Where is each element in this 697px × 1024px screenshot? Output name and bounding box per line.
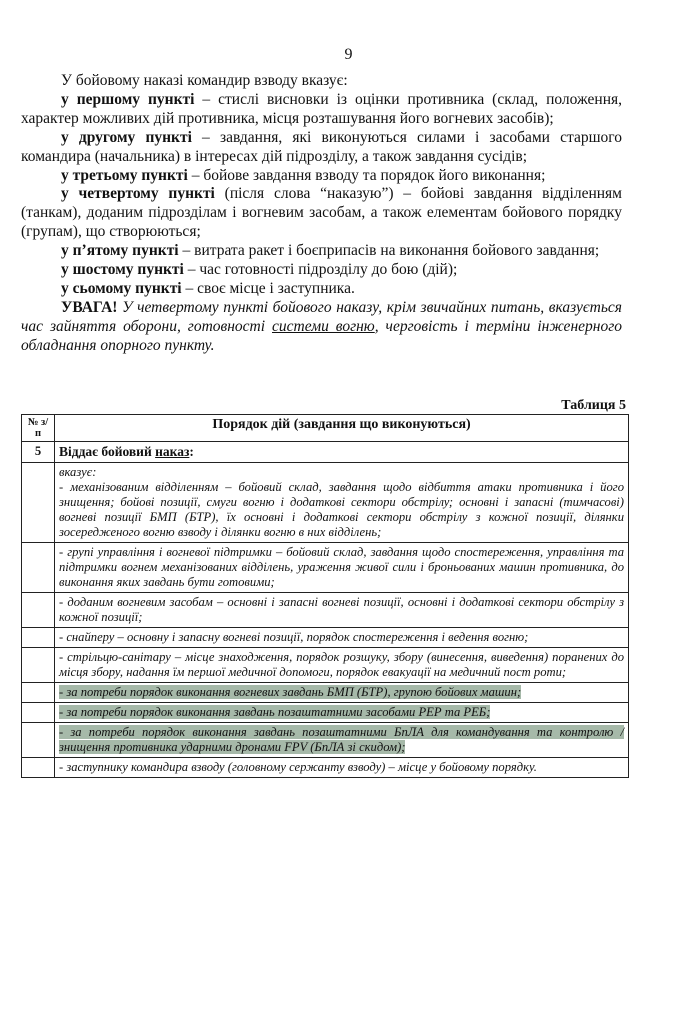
table-row: [22, 648, 629, 683]
item-text: вказує: - механізованим відділенням – бойовий склад, завдання щодо відбиття атаки противника і його знищення; бойові позиції, смуги вогню і додаткові сектори обстрілу; основні і запасні (тимчасові) вогневі позиції БМП (БТР), їх основні і додаткові сектори обстрілу з кожної позиції, ділянки зосередженого вогню взводу і ділянки вогню в них відділень;: [59, 465, 624, 539]
points-list: [21, 91, 622, 299]
table-caption: Таблиця 5: [561, 398, 626, 413]
table-row: [22, 758, 629, 778]
empty-num-cell: [22, 648, 55, 683]
item-cell: [55, 593, 629, 628]
point-label: у п’ятому пункті: [61, 242, 179, 260]
table-row: [22, 442, 629, 463]
point-paragraph: [21, 261, 622, 280]
point-text: – стислі висновки із оцінки противника (склад, положення, характер можливих дій противника, місця розташування його вогневих засобів);: [21, 90, 622, 127]
point-text: – завдання, які виконуються силами і засобами старшого командира (начальника) в інтересах дій підрозділу, а також завдання сусідів;: [21, 128, 622, 165]
warning-underlined: системи вогню: [272, 317, 375, 335]
empty-num-cell: [22, 723, 55, 758]
point-paragraph: [21, 167, 622, 186]
point-text: – своє місце і заступника.: [181, 279, 355, 297]
row-action-cell: Віддає бойовий наказ:: [55, 442, 629, 463]
point-label: у третьому пункті: [61, 166, 188, 184]
table-row: [22, 723, 629, 758]
item-cell: [55, 463, 629, 543]
table-row: [22, 543, 629, 593]
point-paragraph: [21, 129, 622, 167]
row-num-cell: 5: [22, 442, 55, 463]
empty-num-cell: [22, 593, 55, 628]
item-cell: [55, 683, 629, 703]
actions-table: [21, 414, 629, 778]
empty-num-cell: [22, 683, 55, 703]
point-text: (після слова “наказую”) – бойові завдання відділенням (танкам), доданим підрозділам і вогневим засобам, а також елементам бойового порядку (групам), що створюються;: [21, 185, 622, 241]
warning-paragraph: [21, 299, 622, 356]
item-text: - за потреби порядок виконання завдань позаштатними засобами РЕР та РЕБ;: [59, 705, 491, 719]
point-text: – бойове завдання взводу та порядок його виконання;: [187, 166, 546, 184]
item-cell: [55, 628, 629, 648]
warning-text-before: У четвертому пункті бойового наказу, крім звичайних питань, вказується час зайняття оборони, готовності: [21, 298, 622, 335]
item-text: - за потреби порядок виконання завдань позаштатними БпЛА для командування та контролю /знищення противника ударними дронами FPV (БпЛА зі скидом);: [59, 725, 624, 754]
table-row: [22, 703, 629, 723]
point-text: – час готовності підрозділу до бою (дій);: [183, 261, 458, 279]
document-body: [21, 72, 622, 356]
empty-num-cell: [22, 758, 55, 778]
point-label: у шостому пункті: [61, 261, 184, 279]
warning-text-after: , черговість і терміни інженерного обладнання опорного пункту.: [21, 317, 622, 354]
item-cell: [55, 703, 629, 723]
item-text: - стрільцю-санітару – місце знаходження, порядок розшуку, збору (винесення, виведення) поранених до місця збору, надання їм першої медичної допомоги, порядок евакуації на медичний пост роти;: [59, 650, 624, 679]
table-row: [22, 683, 629, 703]
point-text: – витрата ракет і боєприпасів на виконання бойового завдання;: [178, 242, 600, 260]
empty-num-cell: [22, 628, 55, 648]
empty-num-cell: [22, 463, 55, 543]
point-label: у четвертому пункті: [61, 185, 215, 203]
page-number: 9: [344, 46, 353, 63]
item-text: - доданим вогневим засобам – основні і запасні вогневі позиції, основні і додаткові сектори обстрілу з кожної позиції;: [59, 595, 624, 624]
table-row: [22, 463, 629, 543]
header-num-cell: № з/п: [22, 415, 55, 442]
item-text: - за потреби порядок виконання вогневих завдань БМП (БТР), групою бойових машин;: [59, 685, 522, 699]
table-header-row: [22, 415, 629, 442]
point-paragraph: [21, 280, 622, 299]
item-text: - снайперу – основну і запасну вогневі позиції, порядок спостереження і ведення вогню;: [59, 630, 529, 644]
item-text: - групі управління і вогневої підтримки – бойовий склад, завдання щодо спостереження, управління та підтримки вогнем механізованих відділень, ураження живої сили і броньованих машин противника, до виконання яких завдань бути готовими;: [59, 545, 624, 589]
header-action-cell: Порядок дій (завдання що виконуються): [55, 415, 629, 442]
warning-label: УВАГА!: [61, 298, 118, 316]
point-label: у другому пункті: [61, 128, 192, 146]
point-paragraph: [21, 185, 622, 242]
item-cell: [55, 758, 629, 778]
item-cell: [55, 543, 629, 593]
point-label: у першому пункті: [61, 90, 195, 108]
item-cell: [55, 648, 629, 683]
table-row: [22, 628, 629, 648]
intro-paragraph: У бойовому наказі командир взводу вказує:: [61, 72, 348, 89]
point-paragraph: [21, 242, 622, 261]
table-row: [22, 593, 629, 628]
item-text: - заступнику командира взводу (головному сержанту взводу) – місце у бойовому порядку.: [59, 760, 537, 774]
table-items: [22, 463, 629, 778]
empty-num-cell: [22, 703, 55, 723]
empty-num-cell: [22, 543, 55, 593]
point-paragraph: [21, 91, 622, 129]
point-label: у сьомому пункті: [61, 279, 182, 297]
item-cell: [55, 723, 629, 758]
